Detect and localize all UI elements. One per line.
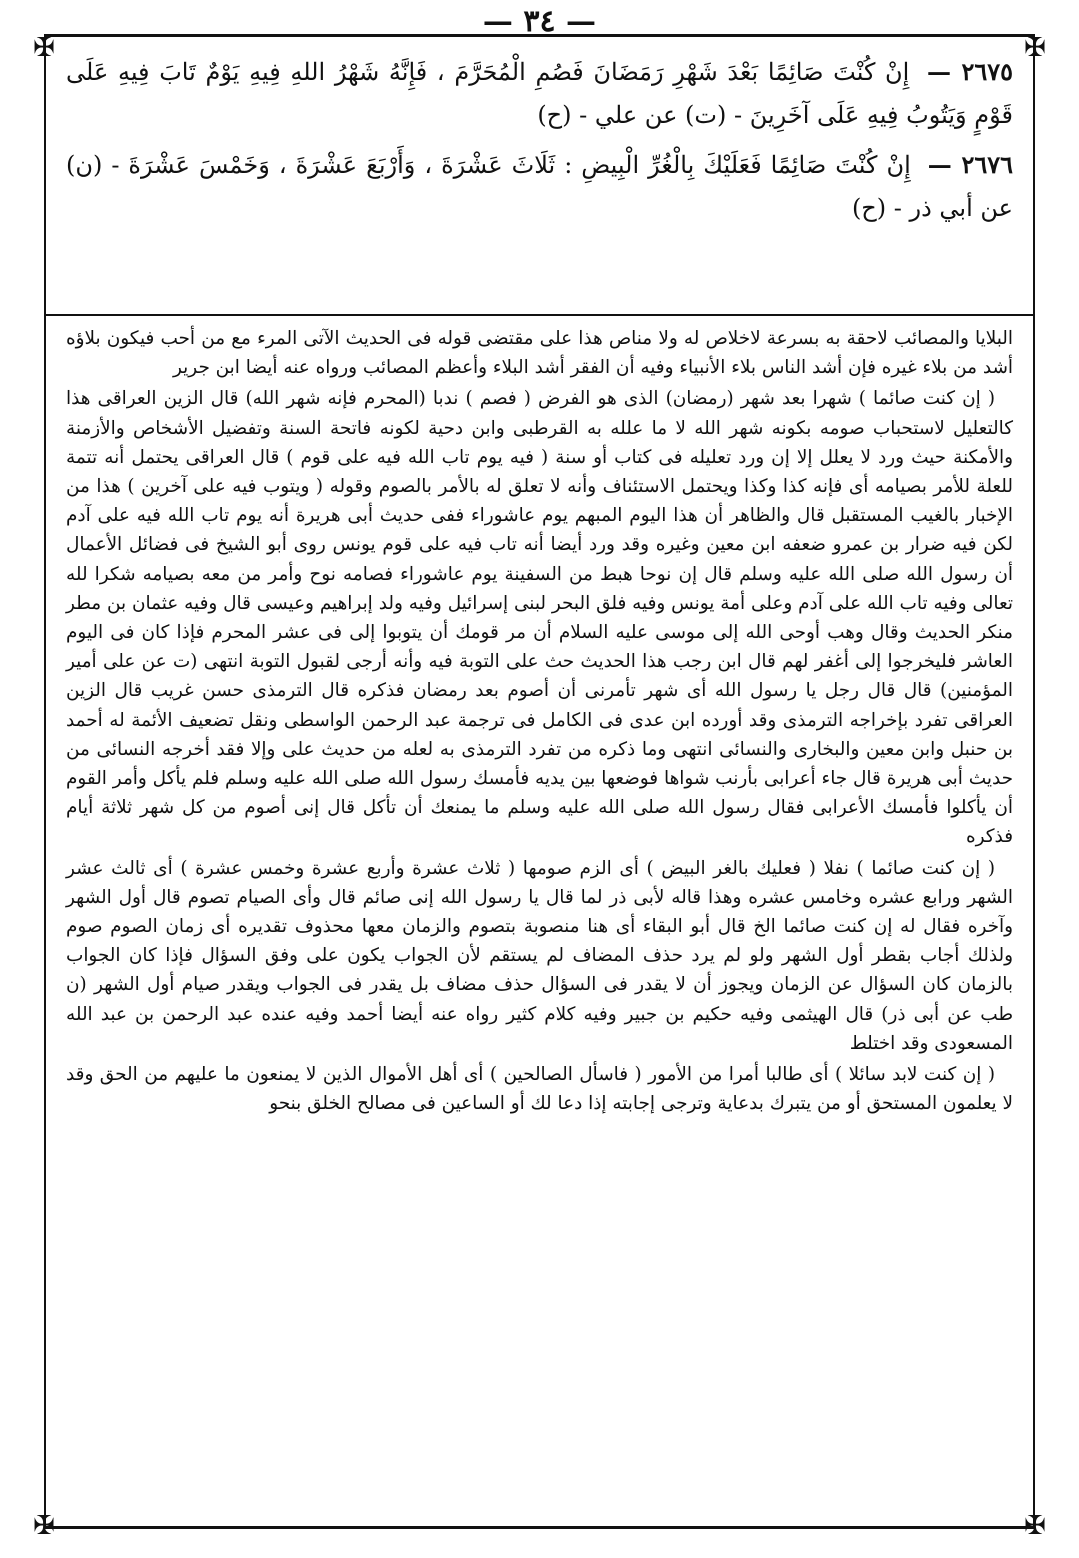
hadith-number: ٢٦٧٦ — [927,150,1013,179]
commentary-paragraph: ( إن كنت لابد سائلا ) أى طالبا أمرا من الأمور ( فاسأل الصالحين ) أى أهل الأموال الذين لا يمنعون ما عليهم من الحق وقد لا يعلمون المستحق أو من يتبرك بدعاية وترجى إجابته إذا دعا لك أو الساعين فى مصالح الخلق بنحو [66,1064,1013,1115]
top-border-rule [44,34,1035,37]
corner-ornament-icon: ✠ [33,33,55,63]
hadith-entry [66,50,1013,137]
commentary-paragraph: ( إن كنت صائما ) نفلا ( فعليك بالغر البيض ) أى الزم صومها ( ثلاث عشرة وأربع عشرة وخمس عشرة ) أى ثالث عشر الشهر ورابع عشره وخامس عشره وهذا قاله لأبى ذر لما قال يا رسول الله إنى صائم قال وأى الصيام تصوم قال أول الشهر وآخره فقال له إن كنت صائما الخ قال أبو البقاء أى هنا منصوبة بتصوم والزمان معها محذوف تقديره أى زمان الصوم صوم ولذلك أجاب بقطر أول الشهر ولو لم يرد حذف المضاف لم يستقم لأن الجواب يكون على وفق السؤال فإذا كان الجواب بالزمان كان السؤال عن الزمان ويجوز أن لا يقدر فى السؤال حذف مضاف بل يقدر فى الجواب ويقدر صيام أول الشهر (ن طب عن أبى ذر) قال الهيثمى وفيه حكيم بن جبير وفيه كلام كثير رواه عنه أيضا أحمد وفيه عنده عبد الرحمن بن عبد الله المسعودى وقد اختلط [66,857,1013,1054]
corner-ornament-icon: ✠ [1024,1511,1046,1541]
commentary-section [66,324,1013,1520]
hadith-number: ٢٦٧٥ — [927,57,1013,86]
hadith-text: إِنْ كُنْتَ صَائِمًا فَعَلَيْكَ بِالْغُرِّ الْبِيضِ : ثَلَاثَ عَشْرَةَ ، وَأَرْبَعَ عَشْرَةَ ، وَخَمْسَ عَشْرَةَ - (ن) عن أبي ذر - (ح) [66,151,1013,222]
hadith-texts [66,50,1013,310]
commentary-paragraph: ( إن كنت صائما ) شهرا بعد شهر (رمضان) الذى هو الفرض ( فصم ) ندبا (المحرم فإنه شهر الله) قال الزين العراقى هذا كالتعليل لاستحباب صومه بكونه شهر الله لا ما علله به القرطبى وابن دحية لكونه فاتحة السنة وتفضيل الأشخاص والأزمنة والأمكنة حيث ورد لا يعلل إلا إن ورد تعليله فى كتاب أو سنة ( فيه يوم تاب الله فيه على قوم ) قال العراقى يحتمل أنه تتمة للعلة للأمر بصيامه أى فإنه كذا وكذا ويحتمل الاستئناف وأنه لا تعلق له بالأمر بالصوم وقوله ( ويتوب فيه على آخرين ) هذا من الإخبار بالغيب المستقبل قال والظاهر أن هذا اليوم المبهم يوم عاشوراء ففى حديث أبى هريرة أنه يوم تاب الله فيه على آدم لكن فيه ضرار بن عمرو ضعفه ابن معين وغيره وقد ورد أيضا أنه تاب فيه على قوم يونس روى أبو الشيخ فى فضائل الأعمال أن رسول الله صلى الله عليه وسلم قال إن نوحا هبط من السفينة يوم عاشوراء فصامه نوح وأمر من معه بصيامه شكرا لله تعالى وفيه تاب الله على آدم وعلى أمة يونس وفيه فلق البحر لبنى إسرائيل وفيه ولد إبراهيم وعيسى قال وفيه عثمان بن مطر منكر الحديث وقال وهب أوحى الله إلى موسى عليه السلام أن مر قومك أن يتوبوا إلى فى عشر المحرم فإذا كان فى اليوم العاشر فليخرجوا إلى أغفر لهم قال ابن رجب هذا الحديث حث على التوبة فيه وأنه أرجى لقبول التوبة انتهى (ت عن على أمير المؤمنين) قال قال رجل يا رسول الله أى شهر تأمرنى أن أصوم بعد رمضان فذكره قال الترمذى حسن غريب قال الزين العراقى تفرد بإخراجه الترمذى وقد أورده ابن عدى فى الكامل فى ترجمة عبد الرحمن الواسطى ونقل تضعيف الأئمة له أحمد بن حنبل وابن معين والبخارى والنسائى انتهى وما ذكره من تفرد الترمذى به لعله من حديث على وإلا فقد أخرجه النسائى من حديث أبى هريرة قال جاء أعرابى بأرنب شواها فوضعها بين يديه فأمسك رسول الله صلى الله عليه وسلم فلم يأكل وأمر القوم أن يأكلوا فأمسك الأعرابى فقال رسول الله صلى الله عليه وسلم ما يمنعك أن تأكل قال إنى أصوم من كل شهر ثلاثة أيام فذكره [66,388,1013,848]
section-divider [44,314,1035,316]
right-border-rule [1033,36,1035,1526]
left-border-rule [44,36,46,1526]
hadith-entry [66,143,1013,230]
page-number: — ٣٤ — [482,4,597,39]
bottom-border-rule [44,1526,1035,1529]
corner-ornament-icon: ✠ [1024,33,1046,63]
commentary-paragraph: البلايا والمصائب لاحقة به بسرعة لاخلاص له ولا مناص هذا على مقتضى قوله فى الحديث الآتى المرء مع من أحب فيكون بلاؤه أشد من بلاء غيره فإن أشد الناس بلاء الأنبياء وفيه أن الفقر أشد البلاء وأعظم المصائب ورواه عنه أيضا ابن جرير [66,328,1013,379]
hadith-text: إِنْ كُنْتَ صَائِمًا بَعْدَ شَهْرِ رَمَضَانَ فَصُمِ الْمُحَرَّمَ ، فَإِنَّهُ شَهْرُ اللهِ فِيهِ يَوْمٌ تَابَ فِيهِ عَلَى قَوْمٍ وَيَتُوبُ فِيهِ عَلَى آخَرِينَ - (ت) عن علي - (ح) [66,58,1013,129]
corner-ornament-icon: ✠ [33,1511,55,1541]
